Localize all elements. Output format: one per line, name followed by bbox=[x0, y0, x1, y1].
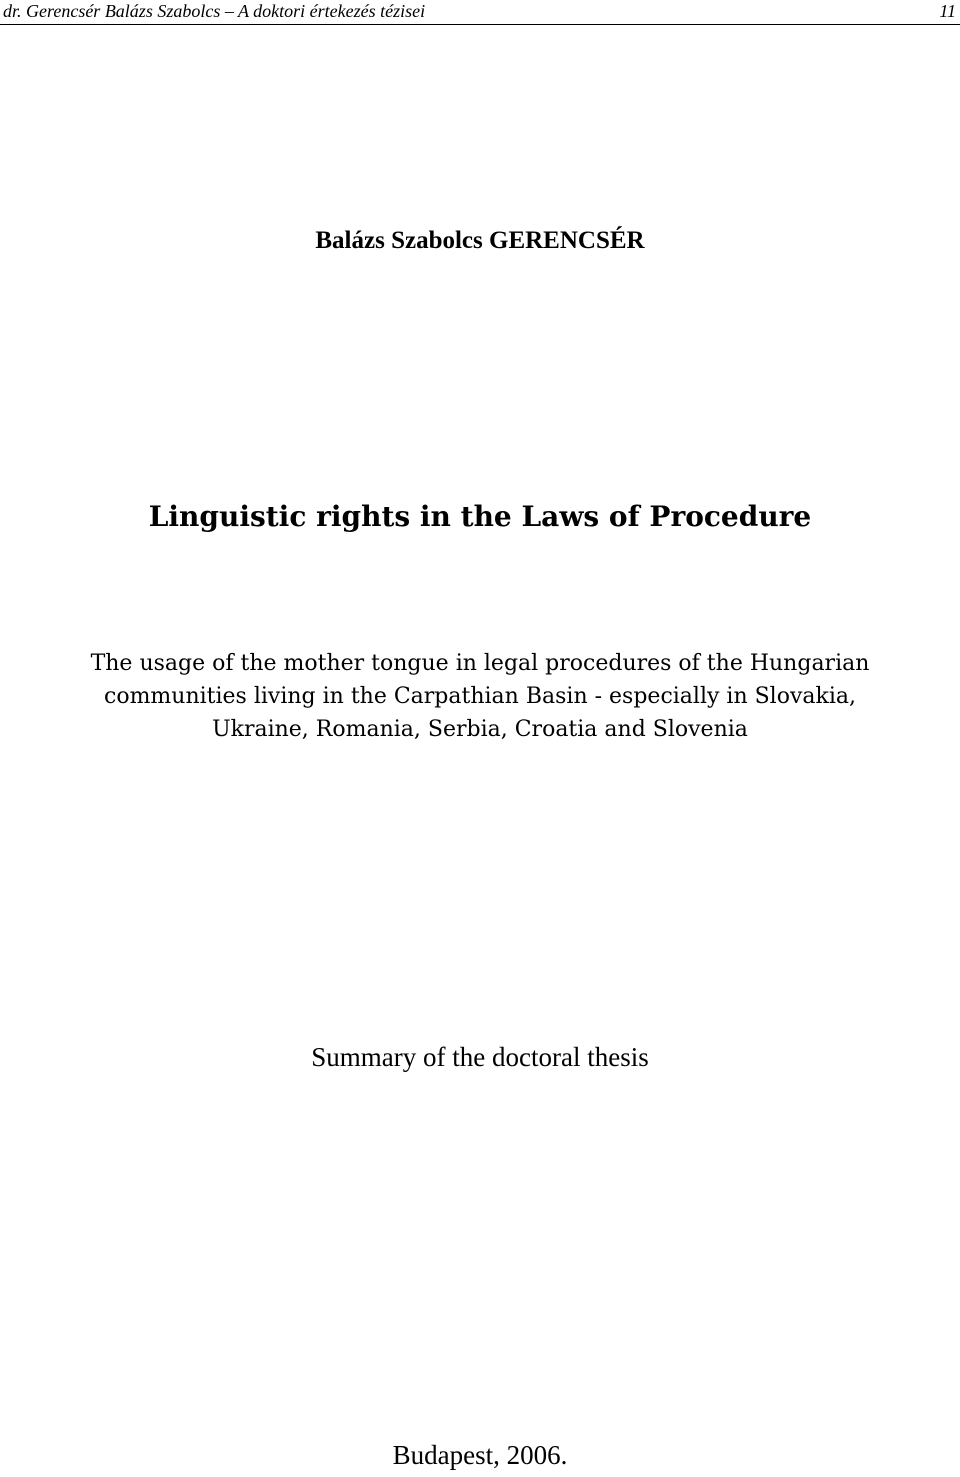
author-given-names: Balázs Szabolcs bbox=[315, 227, 483, 254]
author-surname-initial: G bbox=[489, 227, 509, 254]
subtitle-line: Ukraine, Romania, Serbia, Croatia and Slovenia bbox=[212, 717, 748, 742]
subtitle-line: The usage of the mother tongue in legal procedures of the Hungarian bbox=[90, 651, 870, 676]
header-title: dr. Gerencsér Balázs Szabolcs – A doktori értekezés tézisei bbox=[3, 1, 426, 21]
author-name bbox=[0, 227, 960, 255]
summary-label: Summary of the doctoral thesis bbox=[311, 1042, 649, 1072]
author-surname-rest: ERENCSÉR bbox=[508, 227, 645, 254]
place-and-date: Budapest, 2006. bbox=[392, 1440, 568, 1470]
running-header bbox=[0, 0, 960, 25]
document-subtitle bbox=[0, 647, 960, 746]
document-title: Linguistic rights in the Laws of Procedure bbox=[148, 500, 812, 533]
page-number: 11 bbox=[939, 1, 956, 21]
subtitle-line: communities living in the Carpathian Basin - especially in Slovakia, bbox=[104, 684, 856, 709]
